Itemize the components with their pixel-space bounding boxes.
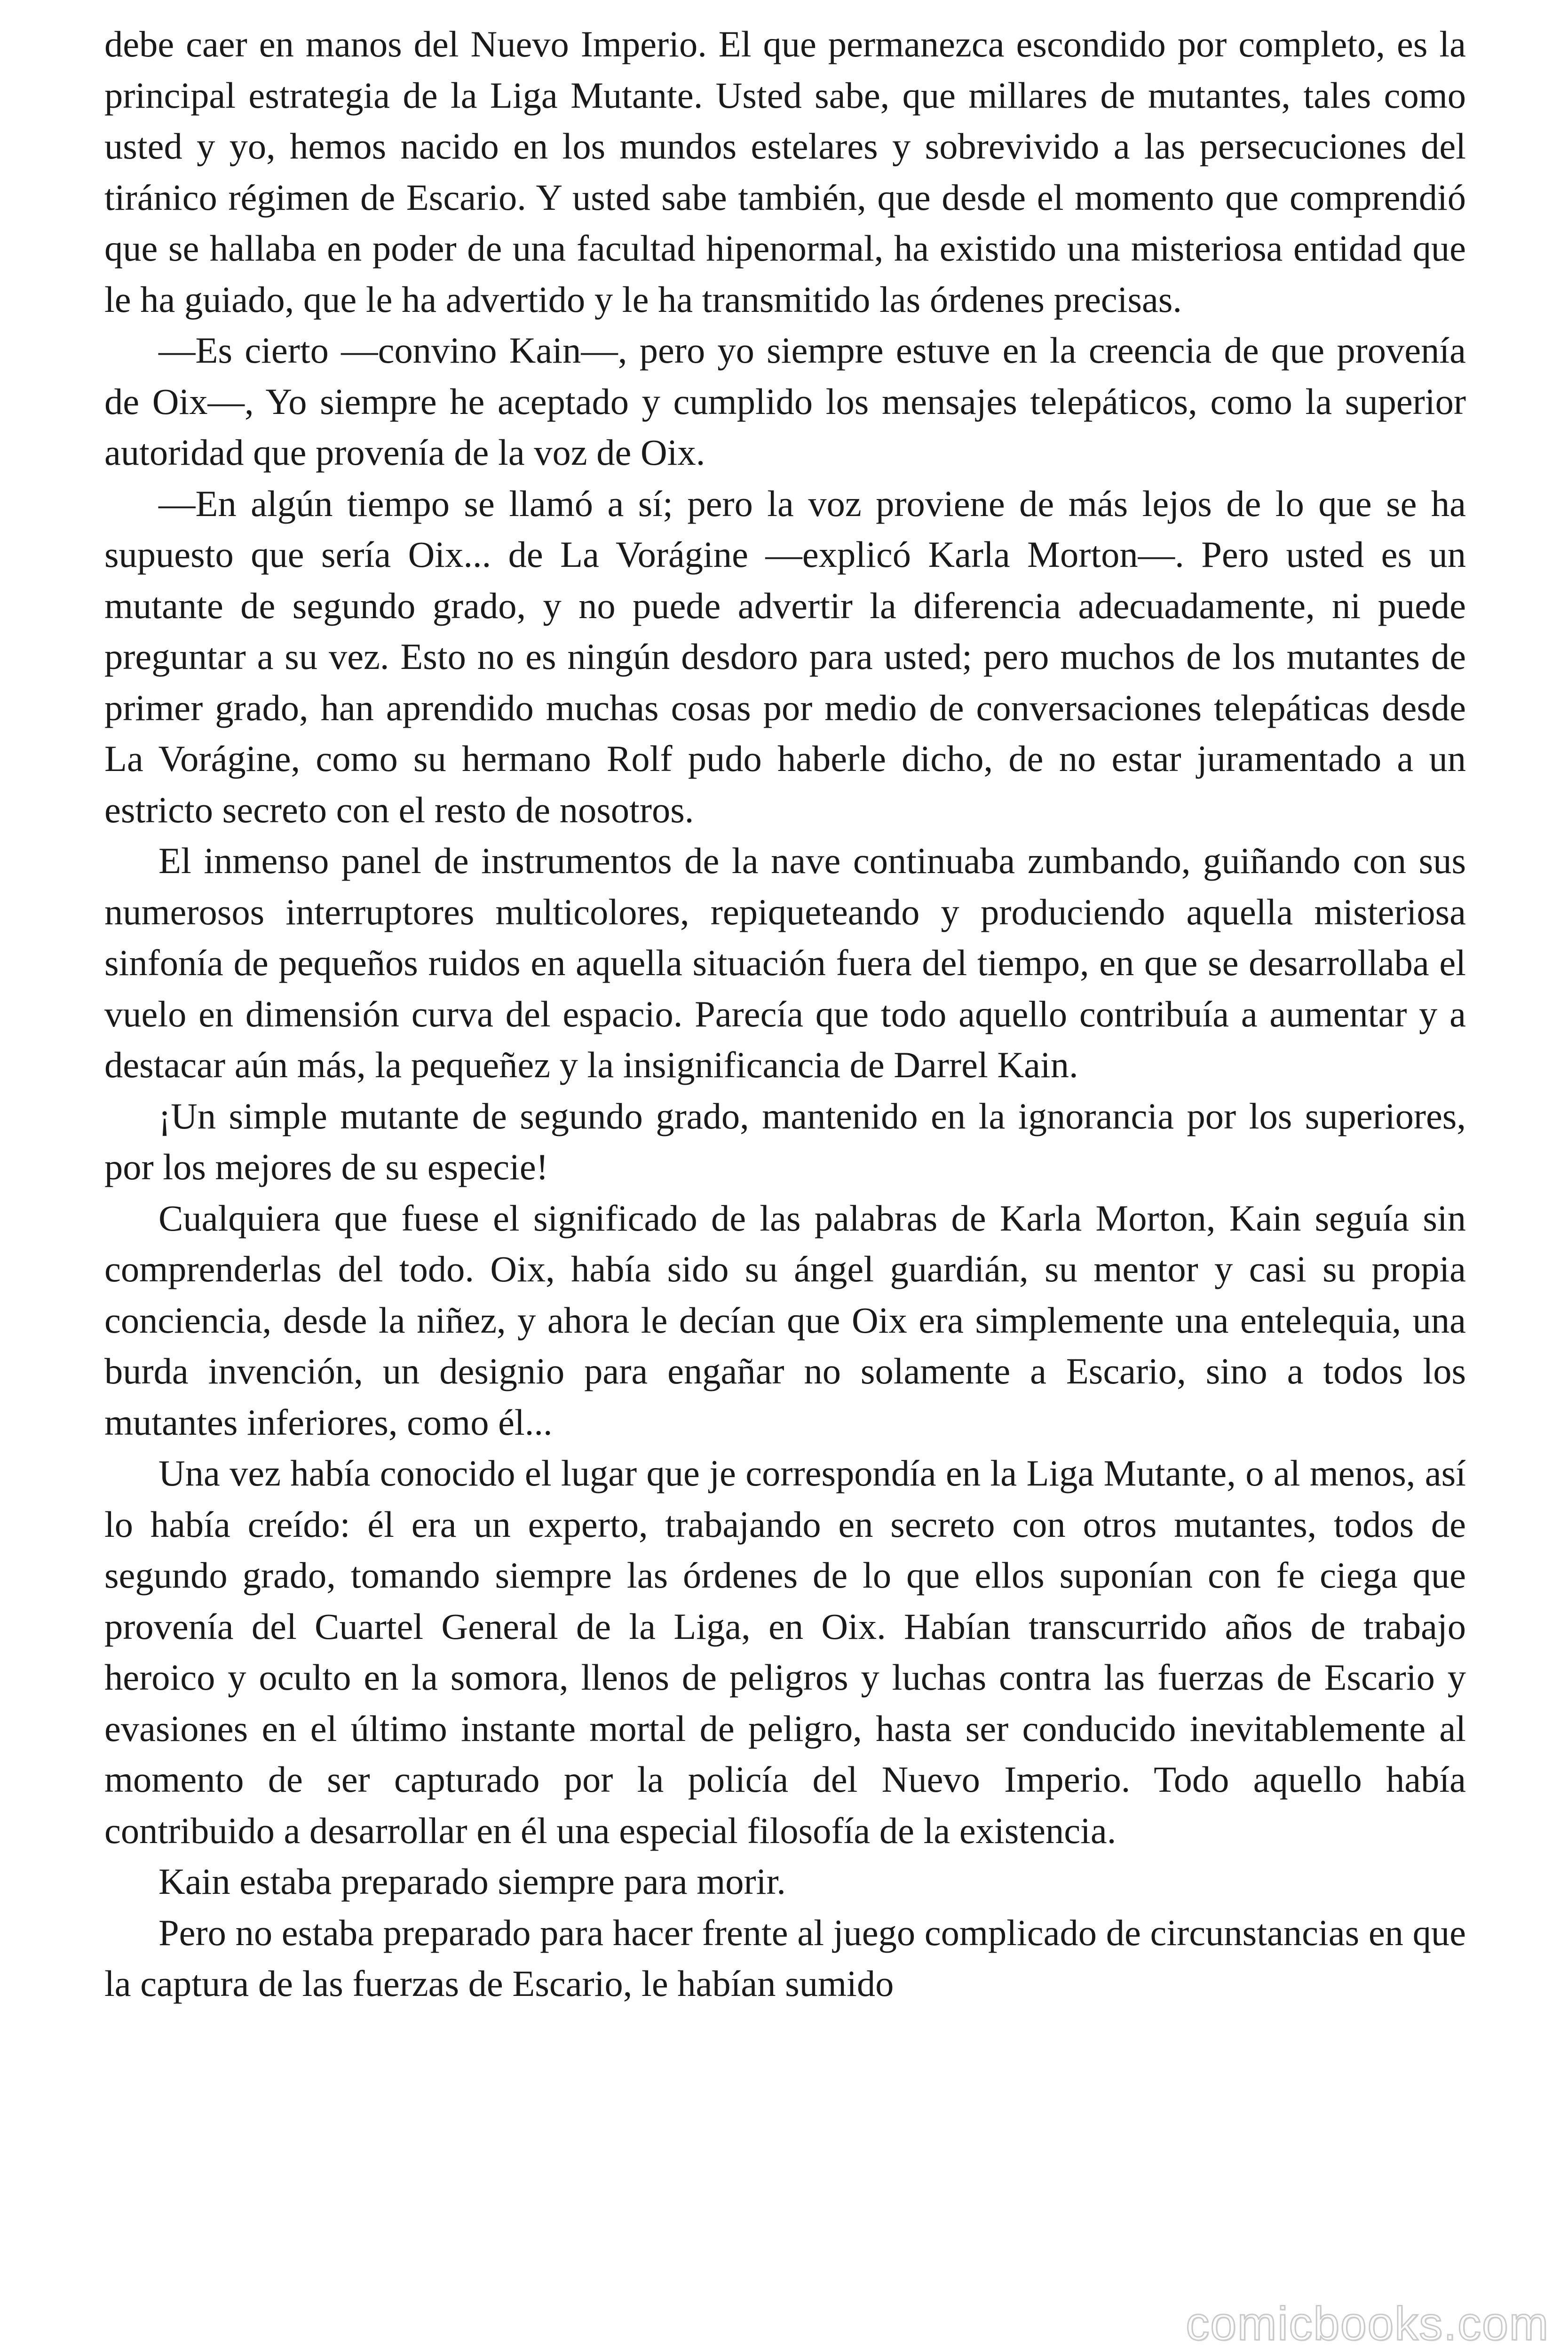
paragraph-dialogue-karla: —En algún tiempo se llamó a sí; pero la voz proviene de más lejos de lo que se ha supuesto que sería Oix... de La Vorágine —explicó Karla Morton—. Pero usted es un mutante de segundo grado, y no puede advertir la diferencia adecuadamente, ni puede preguntar a su vez. Esto no es ningún desdoro para usted; pero muchos de los mutantes de primer grado, han aprendido muchas cosas por medio de conversaciones telepáticas desde La Vorágine, como su hermano Rolf pudo haberle dicho, de no estar juramentado a un estricto secreto con el resto de nosotros. (104, 483, 1466, 830)
paragraph-liga-history: Una vez había conocido el lugar que je correspondía en la Liga Mutante, o al menos, así lo había creído: él era un experto, trabajando en secreto con otros mutantes, todos de segundo grado, tomando siempre las órdenes de lo que ellos suponían con fe ciega que provenía del Cuartel General de la Liga, en Oix. Habían transcurrido años de trabajo heroico y oculto en la somora, llenos de peligros y luchas contra las fuerzas de Escario y evasiones en el último instante mortal de peligro, hasta ser conducido inevitablemente al momento de ser capturado por la policía del Nuevo Imperio. Todo aquello había contribuido a desarrollar en él una especial filosofía de la existencia. (104, 1453, 1466, 1851)
paragraph-final: Pero no estaba preparado para hacer frente al juego complicado de circunstancias en que la captura de las fuerzas de Escario, le habían sumido (104, 1912, 1466, 2004)
paragraph-dialogue-kain: —Es cierto —convino Kain—, pero yo siempre estuve en la creencia de que provenía de Oix—, Yo siempre he aceptado y cumplido los mensajes telepáticos, como la superior autoridad que provenía de la voz de Oix. (104, 330, 1466, 473)
paragraph-exclamation: ¡Un simple mutante de segundo grado, mantenido en la ignorancia por los superiores, por los mejores de su especie! (104, 1095, 1466, 1187)
paragraph-oix-meaning: Cualquiera que fuese el significado de las palabras de Karla Morton, Kain seguía sin comprenderlas del todo. Oix, había sido su ángel guardián, su mentor y casi su propia conciencia, desde la niñez, y ahora le decían que Oix era simplemente una entelequia, una burda invención, un designio para engañar no solamente a Escario, sino a todos los mutantes inferiores, como él... (104, 1197, 1466, 1443)
paragraph-continuation: debe caer en manos del Nuevo Imperio. El que permanezca escondido por completo, es la principal estrategia de la Liga Mutante. Usted sabe, que millares de mutantes, tales como usted y yo, hemos nacido en los mundos estelares y sobrevivido a las persecuciones del tiránico régimen de Escario. Y usted sabe también, que desde el momento que comprendió que se hallaba en poder de una facultad hipenormal, ha existido una misteriosa entidad que le ha guiado, que le ha advertido y le ha transmitido las órdenes precisas. (104, 24, 1466, 320)
paragraph-instrument-panel: El inmenso panel de instrumentos de la nave continuaba zumbando, guiñando con sus numerosos interruptores multicolores, repiqueteando y produciendo aquella misteriosa sinfonía de pequeños ruidos en aquella situación fuera del tiempo, en que se desarrollaba el vuelo en dimensión curva del espacio. Parecía que todo aquello contribuía a aumentar y a destacar aún más, la pequeñez y la insignificancia de Darrel Kain. (104, 840, 1466, 1085)
body-text (104, 19, 1466, 2010)
watermark-logo: comicbooks.com (1186, 2297, 1549, 2350)
paragraph-prepared-to-die: Kain estaba preparado siempre para morir. (158, 1861, 786, 1902)
